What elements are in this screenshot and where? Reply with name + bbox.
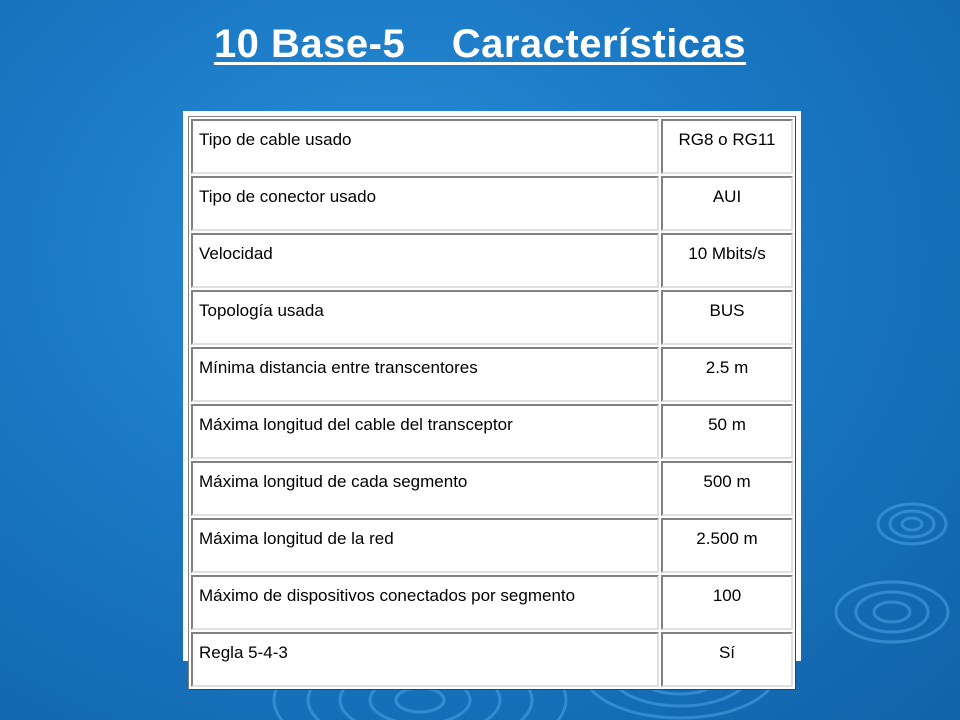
row-value: Sí [661,632,793,687]
row-label: Máximo de dispositivos conectados por segmento [191,575,659,630]
row-value: 100 [661,575,793,630]
row-value: BUS [661,290,793,345]
table-row [191,575,793,630]
row-label: Velocidad [191,233,659,288]
spec-table-body [191,119,793,687]
row-label: Máxima longitud de cada segmento [191,461,659,516]
table-row [191,632,793,687]
row-value: 500 m [661,461,793,516]
row-value: 10 Mbits/s [661,233,793,288]
row-value: AUI [661,176,793,231]
table-row [191,404,793,459]
row-label: Regla 5-4-3 [191,632,659,687]
spec-table-frame [183,111,801,661]
slide-title: 10 Base-5 Características [213,22,747,66]
table-row [191,233,793,288]
table-row [191,347,793,402]
row-value: 2.500 m [661,518,793,573]
row-label: Tipo de conector usado [191,176,659,231]
spec-table [188,116,796,690]
table-row [191,461,793,516]
table-row [191,176,793,231]
row-label: Topología usada [191,290,659,345]
row-label: Máxima longitud del cable del transceptor [191,404,659,459]
row-value: RG8 o RG11 [661,119,793,174]
row-value: 50 m [661,404,793,459]
row-label: Tipo de cable usado [191,119,659,174]
table-row [191,518,793,573]
table-row [191,119,793,174]
row-label: Mínima distancia entre transcentores [191,347,659,402]
table-row [191,290,793,345]
row-value: 2.5 m [661,347,793,402]
row-label: Máxima longitud de la red [191,518,659,573]
